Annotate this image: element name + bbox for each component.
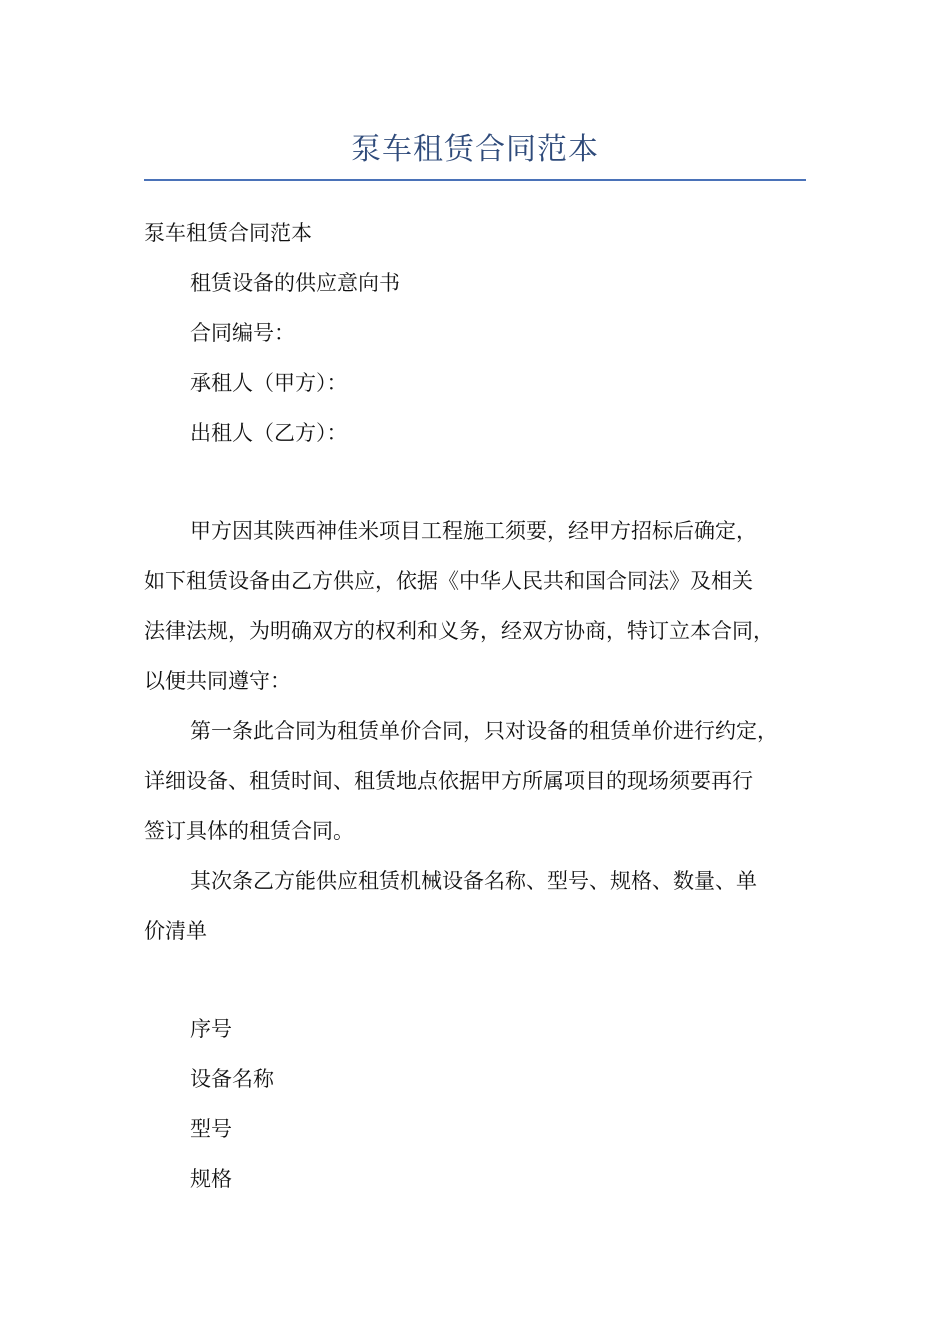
paragraph-row: 第一条此合同为租赁单价合同，只对设备的租赁单价进行约定， bbox=[190, 719, 778, 743]
paragraph-preamble bbox=[144, 506, 820, 706]
header-line-lessor: 出租人（乙方）： bbox=[190, 421, 348, 445]
paragraph-row: 签订具体的租赁合同。 bbox=[144, 819, 354, 843]
table-label-equipment-name: 设备名称 bbox=[190, 1067, 274, 1091]
title-underline bbox=[144, 179, 806, 181]
paragraph-row: 法律法规，为明确双方的权利和义务，经双方协商，特订立本合同， bbox=[144, 619, 774, 643]
table-label-serial: 序号 bbox=[190, 1017, 232, 1041]
paragraph-row: 价清单 bbox=[144, 919, 207, 943]
document-subtitle: 泵车租赁合同范本 bbox=[144, 221, 312, 245]
header-line-contract-number: 合同编号： bbox=[190, 321, 295, 345]
paragraph-article-1 bbox=[144, 706, 820, 856]
paragraph-row: 详细设备、租赁时间、租赁地点依据甲方所属项目的现场须要再行 bbox=[144, 769, 753, 793]
header-line-intent: 租赁设备的供应意向书 bbox=[190, 271, 400, 295]
table-label-spec: 规格 bbox=[190, 1167, 232, 1191]
paragraph-article-2 bbox=[144, 856, 820, 956]
document-title: 泵车租赁合同范本 bbox=[351, 132, 599, 167]
paragraph-row: 甲方因其陕西神佳米项目工程施工须要，经甲方招标后确定， bbox=[190, 519, 757, 543]
paragraph-row: 如下租赁设备由乙方供应，依据《中华人民共和国合同法》及相关 bbox=[144, 569, 753, 593]
table-label-model: 型号 bbox=[190, 1117, 232, 1141]
header-line-lessee: 承租人（甲方）： bbox=[190, 371, 348, 395]
paragraph-row: 以便共同遵守： bbox=[144, 669, 291, 693]
paragraph-row: 其次条乙方能供应租赁机械设备名称、型号、规格、数量、单 bbox=[190, 869, 757, 893]
